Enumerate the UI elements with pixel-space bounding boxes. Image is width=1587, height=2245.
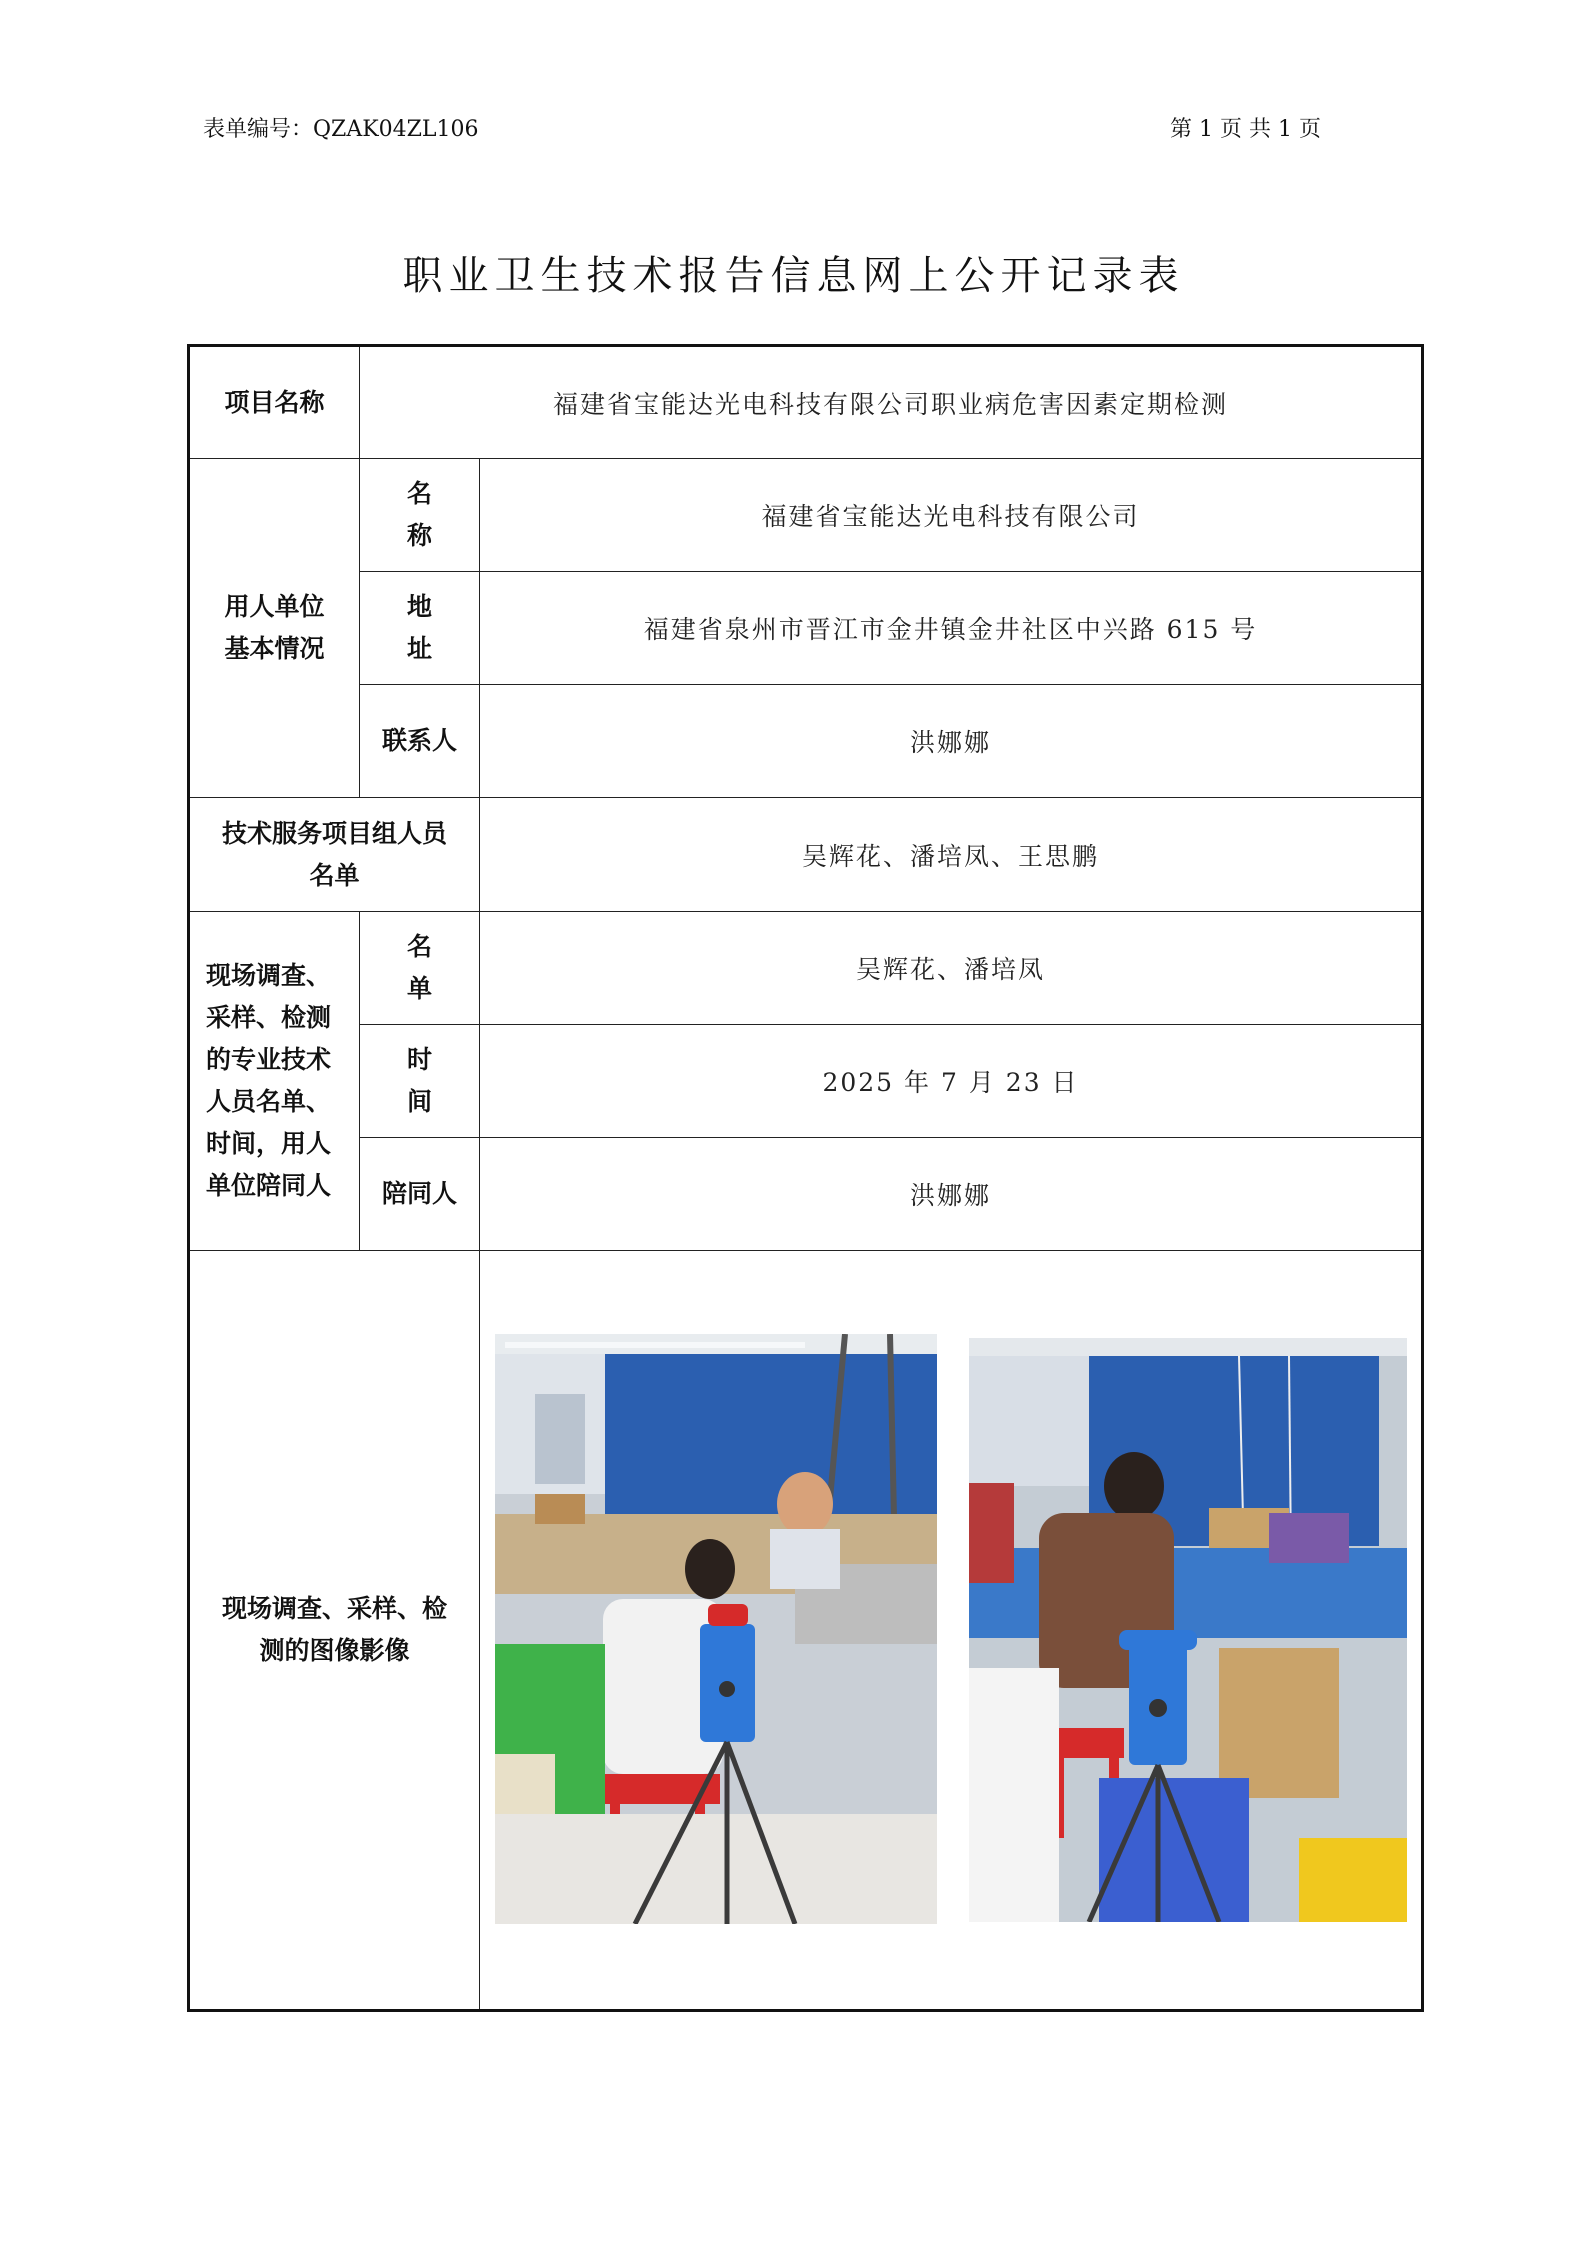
row-employer-contact [189,685,1423,798]
survey-label-line: 时间，用人 [206,1129,332,1158]
survey-label-line: 现场调查、 [206,961,332,990]
survey-list-value: 吴辉花、潘培凤 [480,912,1423,1025]
page-title: 职业卫生技术报告信息网上公开记录表 [402,253,1185,299]
site-photo-1-image [495,1334,937,1924]
survey-label-line: 单位陪同人 [206,1171,332,1200]
employer-contact-value: 洪娜娜 [480,685,1423,798]
survey-label-line: 人员名单、 [206,1087,332,1116]
employer-address-label: 地 址 [360,572,480,685]
images-label-line1: 现场调查、采样、检 [221,1594,447,1623]
survey-label-line: 采样、检测 [206,1003,332,1032]
site-photo-1 [495,1334,937,1924]
row-employer-address [189,572,1423,685]
row-employer-name [189,459,1423,572]
team-label-line1: 技术服务项目组人员 [221,818,447,848]
survey-label [189,912,360,1251]
site-photo-2 [969,1338,1407,1922]
employer-name-value: 福建省宝能达光电科技有限公司 [480,459,1423,572]
employer-contact-label: 联系人 [360,685,480,798]
survey-time-label: 时 间 [360,1025,480,1138]
row-project [189,346,1423,459]
row-images [189,1251,1423,2011]
images-label-line2: 测的图像影像 [259,1636,410,1665]
photo-area [480,1252,1421,2008]
record-table [187,344,1424,2012]
project-value: 福建省宝能达光电科技有限公司职业病危害因素定期检测 [360,346,1423,459]
team-label-line2: 名单 [309,860,360,890]
site-photo-2-image [969,1338,1407,1922]
images-cell [480,1251,1423,2011]
form-number: 表单编号：QZAK04ZL106 [203,117,479,142]
employer-label-line1: 用人单位 [224,592,325,621]
employer-address-value: 福建省泉州市晋江市金井镇金井社区中兴路 615 号 [480,572,1423,685]
employer-label [189,459,360,798]
row-survey-time [189,1025,1423,1138]
row-team [189,798,1423,912]
survey-time-value: 2025 年 7 月 23 日 [480,1025,1423,1138]
survey-label-line: 的专业技术 [206,1045,332,1074]
survey-escort-value: 洪娜娜 [480,1138,1423,1251]
employer-label-line2: 基本情况 [224,634,325,663]
survey-escort-label: 陪同人 [360,1138,480,1251]
project-label: 项目名称 [189,346,360,459]
employer-name-label: 名 称 [360,459,480,572]
row-survey-escort [189,1138,1423,1251]
team-value: 吴辉花、潘培凤、王思鹏 [480,798,1423,912]
page-info: 第 1 页 共 1 页 [1170,117,1321,142]
team-label [189,798,480,912]
row-survey-list [189,912,1423,1025]
images-label [189,1251,480,2011]
survey-list-label: 名 单 [360,912,480,1025]
